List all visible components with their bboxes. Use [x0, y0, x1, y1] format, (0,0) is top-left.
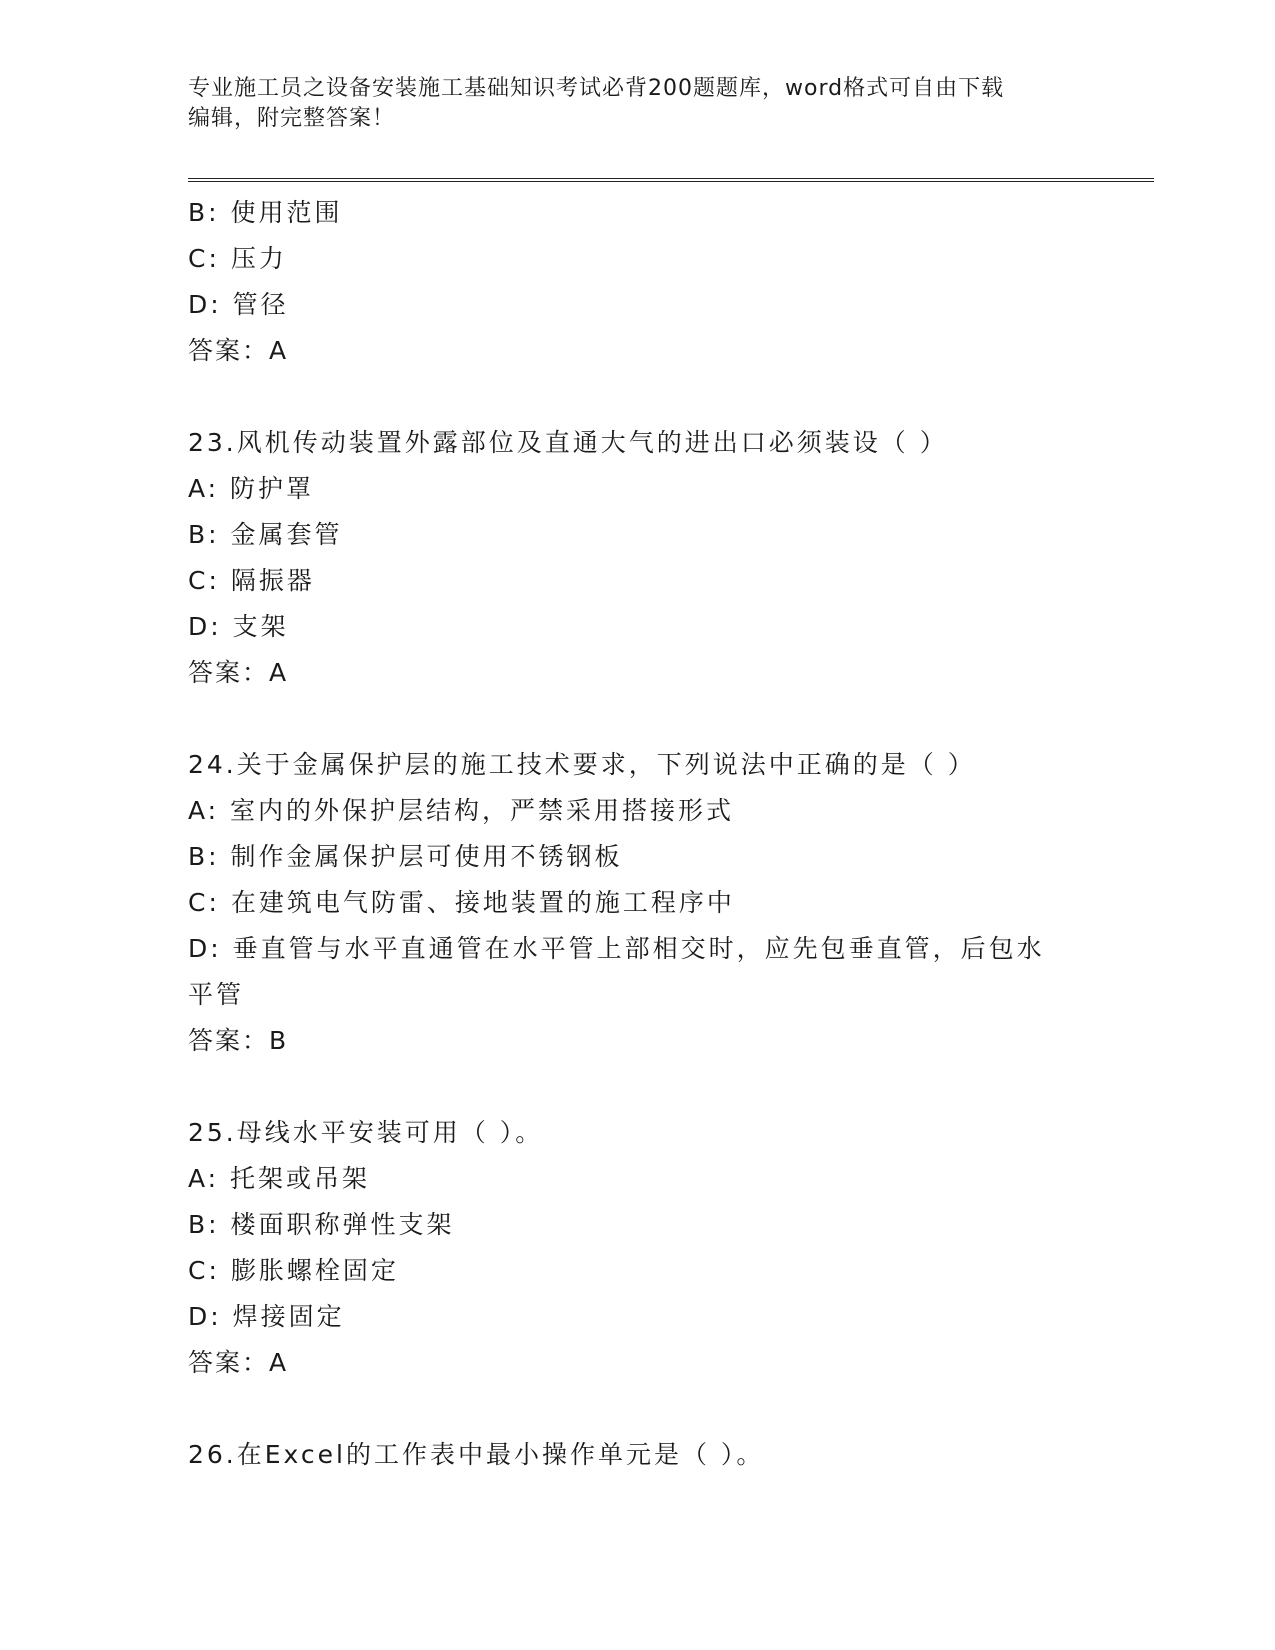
option-c: C: 在建筑电气防雷、接地装置的施工程序中: [188, 888, 735, 917]
document-header: [188, 74, 1088, 134]
option-b: B: 金属套管: [188, 520, 343, 549]
question-23: [188, 420, 1088, 696]
option-d: D: 支架: [188, 612, 289, 641]
header-line-2: 编辑，附完整答案！: [188, 106, 396, 131]
question-stem: 24.关于金属保护层的施工技术要求，下列说法中正确的是（ ）: [188, 750, 976, 779]
question-25: [188, 1110, 1088, 1386]
question-22: [188, 190, 1088, 374]
option-d: D: 管径: [188, 290, 289, 319]
option-a: A: 托架或吊架: [188, 1164, 371, 1193]
option-c: C: 压力: [188, 244, 287, 273]
question-stem: 23.风机传动装置外露部位及直通大气的进出口必须装设（ ）: [188, 428, 948, 457]
answer: 答案：A: [188, 336, 289, 365]
question-stem: 25.母线水平安装可用（ ）。: [188, 1118, 544, 1147]
spacer: [188, 374, 1088, 420]
answer: 答案：A: [188, 1348, 289, 1377]
option-c: C: 膨胀螺栓固定: [188, 1256, 399, 1285]
option-d-line-1: D: 垂直管与水平直通管在水平管上部相交时，应先包垂直管，后包水: [188, 934, 1045, 963]
option-c: C: 隔振器: [188, 566, 315, 595]
spacer: [188, 1064, 1088, 1110]
header-divider: [188, 178, 1154, 182]
option-a: A: 防护罩: [188, 474, 315, 503]
option-d-line-2: 平管: [188, 980, 245, 1009]
question-24: [188, 742, 1088, 1064]
header-line-1: 专业施工员之设备安装施工基础知识考试必背200题题库，word格式可自由下载: [188, 76, 1005, 101]
spacer: [188, 696, 1088, 742]
answer: 答案：B: [188, 1026, 289, 1055]
question-stem: 26.在Excel的工作表中最小操作单元是（ ）。: [188, 1440, 765, 1469]
option-a: A: 室内的外保护层结构，严禁采用搭接形式: [188, 796, 735, 825]
option-b: B: 使用范围: [188, 198, 343, 227]
option-b: B: 制作金属保护层可使用不锈钢板: [188, 842, 623, 871]
question-26: [188, 1432, 1088, 1478]
question-list: [188, 190, 1088, 1478]
spacer: [188, 1386, 1088, 1432]
option-b: B: 楼面职称弹性支架: [188, 1210, 455, 1239]
answer: 答案：A: [188, 658, 289, 687]
option-d: D: 焊接固定: [188, 1302, 345, 1331]
